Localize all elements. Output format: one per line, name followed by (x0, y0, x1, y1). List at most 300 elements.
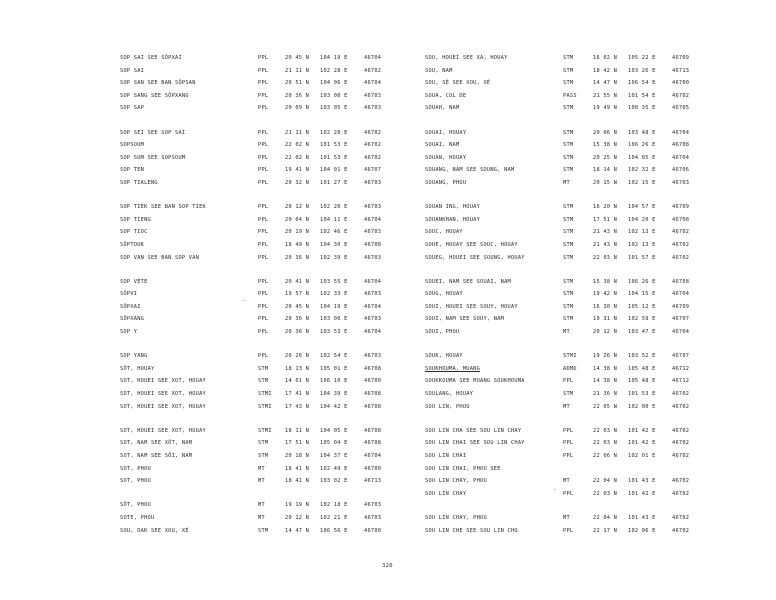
gazetteer-entry (425, 401, 715, 414)
longitude: 102 20 E (320, 204, 348, 211)
longitude: 101 54 E (628, 92, 656, 99)
gazetteer-entry (425, 90, 715, 103)
gazetteer-entry (120, 201, 420, 214)
feature-type: PPL (258, 105, 269, 112)
map-sheet-code: 46708 (364, 391, 382, 398)
longitude: 101 27 E (320, 179, 348, 186)
gazetteer-entry (425, 350, 715, 363)
longitude: 102 13 E (628, 241, 656, 248)
longitude: 103 05 E (320, 105, 348, 112)
longitude: 101 53 E (628, 391, 656, 398)
latitude: 20 06 N (593, 129, 618, 136)
place-name: SOP VÈTE (120, 278, 148, 285)
map-sheet-code: 46702 (672, 229, 690, 236)
place-name: SOT, NAM SEE SÔI, NAM (120, 453, 193, 459)
gazetteer-entry (120, 139, 420, 152)
place-name: SOP YANG (120, 353, 148, 360)
latitude: 19 19 N (285, 502, 310, 509)
place-name: SOU LIN CHAY (425, 490, 467, 497)
feature-type: STM (563, 67, 574, 74)
longitude: 101 53 E (320, 142, 348, 149)
feature-type: STM (563, 278, 574, 285)
feature-type: PPL (563, 527, 574, 534)
feature-type: STM (563, 80, 574, 87)
place-name: SOP SAI (120, 67, 145, 74)
latitude: 19 57 N (285, 291, 310, 298)
feature-type: PPL (258, 167, 269, 174)
latitude: 19 31 N (593, 316, 618, 323)
gazetteer-entry (120, 102, 420, 115)
map-sheet-code: 46703 (364, 353, 382, 360)
latitude: 20 45 N (285, 55, 310, 61)
gazetteer-entry (120, 512, 420, 525)
map-sheet-code: 46709 (672, 303, 690, 310)
feature-type: PPL (258, 55, 269, 61)
gazetteer-entry (120, 214, 420, 227)
map-sheet-code: 46713 (364, 478, 382, 485)
feature-type: MT (563, 403, 570, 410)
feature-type: PPL (563, 440, 574, 447)
place-name: SOUI, HOUEI SEE SOUY, HOUAY (425, 303, 518, 310)
feature-type: STM (563, 291, 574, 298)
feature-type: PPL (258, 241, 269, 248)
feature-type: PPL (258, 80, 269, 87)
map-sheet-code: 46702 (672, 527, 690, 534)
place-name: SOP TIEK SEE BAN SOP TIEK (120, 204, 206, 211)
map-sheet-code: 46708 (672, 216, 690, 223)
longitude: 102 39 E (320, 254, 348, 261)
left-column (120, 52, 420, 537)
gazetteer-entry (425, 77, 715, 90)
longitude: 102 59 E (628, 316, 656, 323)
feature-type: PPL (258, 129, 269, 136)
latitude: 20 25 N (593, 154, 618, 161)
feature-type: STM (258, 365, 269, 372)
latitude: 20 04 N (285, 216, 310, 223)
gazetteer-entry (425, 226, 715, 239)
longitude: 105 01 E (320, 365, 348, 372)
longitude: 104 06 E (320, 80, 348, 87)
place-name: SOULANG, HOUAY (425, 391, 474, 398)
longitude: 105 22 E (628, 55, 656, 61)
place-name: SOP SANG SEE SÔPXANG (120, 92, 189, 99)
latitude: 18 13 N (285, 365, 310, 372)
longitude: 103 00 E (320, 316, 348, 323)
place-name: SOU LIN CHAI (425, 453, 467, 459)
longitude: 106 54 E (628, 80, 656, 87)
feature-type: PPL (258, 316, 269, 323)
feature-type: STM (563, 316, 574, 323)
gazetteer-entry (425, 102, 715, 115)
place-name: SOP TIOC (120, 229, 148, 236)
map-sheet-code: 46700 (364, 465, 382, 472)
latitude: 16 02 N (593, 55, 618, 61)
feature-type: PPL (258, 179, 269, 186)
longitude: 104 11 E (320, 216, 348, 223)
longitude: 102 46 E (320, 229, 348, 236)
place-name: SÔT, PHOU (120, 502, 151, 509)
latitude: 22 06 N (593, 453, 618, 459)
longitude: 103 00 E (320, 92, 348, 99)
latitude: 20 26 N (285, 353, 310, 360)
map-sheet-code: 46704 (672, 291, 690, 298)
longitude: 105 48 E (628, 365, 656, 372)
gazetteer-entry (120, 525, 420, 538)
longitude: 101 53 E (320, 154, 348, 161)
feature-type: PPL (258, 154, 269, 161)
place-name: SOUI, NAM SEE SOUY, NAM (425, 316, 505, 323)
gazetteer-entry (425, 450, 715, 463)
longitude: 104 57 E (628, 204, 656, 211)
latitude: 22 04 N (593, 478, 618, 485)
gazetteer-entry (120, 350, 420, 363)
map-sheet-code: 46704 (672, 154, 690, 161)
gazetteer-entry (425, 512, 715, 525)
gazetteer-entry (425, 363, 715, 376)
longitude: 104 19 E (320, 303, 348, 310)
map-sheet-code: 46702 (672, 254, 690, 261)
longitude: 104 19 E (320, 55, 348, 61)
place-name: SOP TIENG (120, 216, 151, 223)
feature-type: PPL (258, 229, 269, 236)
gazetteer-entry (120, 164, 420, 177)
longitude: 102 33 E (320, 291, 348, 298)
place-name: SOT, PHOU (120, 478, 151, 485)
place-name: SÔPVI (120, 291, 138, 298)
longitude: 102 28 E (320, 67, 348, 74)
feature-type: PPL (258, 216, 269, 223)
feature-type: PPL (563, 453, 574, 459)
map-sheet-code: 46708 (364, 403, 382, 410)
latitude: 19 26 N (593, 353, 618, 360)
map-sheet-code: 46707 (364, 167, 382, 174)
feature-type: PPL (258, 254, 269, 261)
feature-type: ADMD (563, 365, 577, 372)
gazetteer-entry (120, 288, 420, 301)
gazetteer-entry (425, 276, 715, 289)
map-sheet-code: 46702 (672, 241, 690, 248)
feature-type: PPL (563, 427, 574, 434)
longitude: 101 42 E (628, 427, 656, 434)
latitude: 21 36 N (593, 391, 618, 398)
map-sheet-code: 46704 (364, 278, 382, 285)
map-sheet-code: 46702 (672, 391, 690, 398)
place-name: SOUAH, NAM (425, 105, 460, 112)
latitude: 14 47 N (285, 527, 310, 534)
place-name: SOPSOUM (120, 142, 145, 149)
latitude: 18 41 N (285, 478, 310, 485)
feature-type: PPL (258, 92, 269, 99)
feature-type: STM (258, 527, 269, 534)
gazetteer-entry (425, 301, 715, 314)
map-sheet-code: 46703 (364, 316, 382, 323)
place-name: SOUANG, PHOU (425, 179, 467, 186)
place-name: SOUAN ING, HOUAY (425, 204, 481, 211)
longitude: 101 57 E (628, 254, 656, 261)
gazetteer-entry (425, 177, 715, 190)
gazetteer-entry (120, 301, 420, 314)
feature-type: PPL (258, 303, 269, 310)
place-name: SOUAN, HOUAY (425, 154, 467, 161)
map-sheet-code: 46704 (364, 329, 382, 336)
longitude: 102 00 E (628, 403, 656, 410)
gazetteer-entry (120, 226, 420, 239)
longitude: 103 53 E (320, 329, 348, 336)
feature-type: STM (563, 216, 574, 223)
longitude: 102 18 E (320, 502, 348, 509)
latitude: 18 14 N (593, 167, 618, 174)
map-sheet-code: 46703 (364, 291, 382, 298)
map-sheet-code: 46702 (364, 129, 382, 136)
gazetteer-entry (425, 65, 715, 78)
gazetteer-entry (120, 313, 420, 326)
gazetteer-entry (120, 463, 420, 476)
feature-type: STM (563, 391, 574, 398)
map-sheet-code: 46708 (672, 142, 690, 149)
feature-type: MT (563, 329, 570, 336)
latitude: 14 38 N (593, 365, 618, 372)
feature-type: STM (563, 204, 574, 211)
gazetteer-entry (425, 239, 715, 252)
longitude: 102 49 E (320, 465, 348, 472)
latitude: 19 49 N (593, 105, 618, 112)
map-sheet-code: 46707 (672, 353, 690, 360)
feature-type: MT (258, 465, 265, 472)
place-name: SOU, DAK SEE XOU, XÉ (120, 527, 189, 534)
feature-type: MT (563, 179, 570, 186)
place-name: SOUA, COL DE (425, 92, 467, 99)
feature-type: PPL (258, 142, 269, 149)
place-name: SOP SUM SEE SOPSOUM (120, 154, 186, 161)
latitude: 19 41 N (285, 167, 310, 174)
gazetteer-entry (425, 326, 715, 339)
latitude: 22 05 N (593, 403, 618, 410)
gazetteer-entry (425, 388, 715, 401)
feature-type: STMI (258, 427, 272, 434)
map-sheet-code: 46703 (364, 92, 382, 99)
feature-type: STMI (258, 391, 272, 398)
place-name: SOU LIN CHAY, PHOU (425, 514, 487, 521)
gazetteer-entry (425, 214, 715, 227)
map-sheet-code: 46703 (364, 514, 382, 521)
place-name: SOUANKHAN, HOUAY (425, 216, 481, 223)
longitude: 104 05 E (628, 154, 656, 161)
gazetteer-entry (120, 52, 420, 65)
map-sheet-code: 46705 (672, 105, 690, 112)
feature-type: STMI (563, 353, 577, 360)
latitude: 14 01 N (285, 378, 310, 385)
gazetteer-entry (120, 152, 420, 165)
latitude: 21 11 N (285, 67, 310, 74)
gazetteer-entry (120, 77, 420, 90)
longitude: 102 01 E (628, 453, 656, 459)
latitude: 17 43 N (285, 403, 310, 410)
gazetteer-entry (120, 425, 420, 438)
map-sheet-code: 46702 (672, 403, 690, 410)
latitude: 22 02 N (285, 154, 310, 161)
place-name: SOU LIN CHAY, PHOU (425, 478, 487, 485)
latitude: 22 03 N (593, 440, 618, 447)
gazetteer-entry (120, 375, 420, 388)
place-name: SOT, HOUEI SEE XOT, HOUAY (120, 378, 206, 385)
latitude: 20 12 N (285, 204, 310, 211)
map-sheet-code: 46703 (364, 254, 382, 261)
latitude: 20 19 N (285, 229, 310, 236)
gazetteer-entry (425, 152, 715, 165)
right-column (425, 52, 715, 537)
place-name: SÔT, HOUAY (120, 365, 155, 372)
gazetteer-entry (120, 239, 420, 252)
feature-type: PPL (563, 378, 574, 385)
latitude: 22 04 N (593, 514, 618, 521)
place-name: SOT, HOUEI SEE XOT, HOUAY (120, 391, 206, 398)
latitude: 22 03 N (593, 490, 618, 497)
longitude: 102 06 E (628, 527, 656, 534)
latitude: 14 47 N (593, 80, 618, 87)
feature-type: PPL (258, 291, 269, 298)
place-name: SOUANG, NAM SEE SOUNG, NAM (425, 167, 515, 174)
map-sheet-code: 46702 (672, 490, 690, 497)
map-sheet-code: 46702 (364, 67, 382, 74)
latitude: 18 49 N (285, 241, 310, 248)
map-sheet-code: 46704 (364, 55, 382, 61)
longitude: 104 37 E (320, 453, 348, 459)
map-sheet-code: 46709 (672, 55, 690, 61)
latitude: 19 42 N (593, 291, 618, 298)
map-sheet-code: 46702 (364, 142, 382, 149)
longitude: 104 30 E (320, 241, 348, 248)
feature-type: STMI (258, 403, 272, 410)
map-sheet-code: 46703 (364, 179, 382, 186)
gazetteer-entry (120, 401, 420, 414)
feature-type: MT (258, 502, 265, 509)
place-name: SOP SAI SEE SÔPXAI (120, 55, 182, 61)
longitude: 104 39 E (320, 391, 348, 398)
feature-type: STM (563, 303, 574, 310)
gazetteer-entry (120, 177, 420, 190)
scan-speck (244, 300, 245, 301)
latitude: 20 51 N (285, 80, 310, 87)
longitude: 102 32 E (628, 167, 656, 174)
map-sheet-code: 46713 (672, 67, 690, 74)
place-name: SOUAI, NAM (425, 142, 460, 149)
longitude: 105 12 E (628, 303, 656, 310)
map-sheet-code: 46708 (364, 427, 382, 434)
feature-type: STM (563, 142, 574, 149)
gazetteer-entry (425, 488, 715, 501)
latitude: 15 38 N (593, 142, 618, 149)
gazetteer-entry (425, 52, 715, 65)
gazetteer-entry (120, 475, 420, 488)
latitude: 18 11 N (285, 427, 310, 434)
longitude: 106 26 E (628, 278, 656, 285)
feature-type: STM (563, 55, 574, 61)
latitude: 22 03 N (593, 254, 618, 261)
map-sheet-code: 46712 (672, 378, 690, 385)
longitude: 104 20 E (628, 216, 656, 223)
feature-type: STM (563, 129, 574, 136)
longitude: 103 47 E (628, 329, 656, 336)
longitude: 104 42 E (320, 403, 348, 410)
place-name: SOUG, HOUAY (425, 291, 463, 298)
feature-type: STM (258, 378, 269, 385)
gazetteer-entry (120, 437, 420, 450)
gazetteer-entry (425, 252, 715, 265)
map-sheet-code: 46708 (364, 365, 382, 372)
place-name: SOP TEN (120, 167, 145, 174)
longitude: 106 56 E (320, 527, 348, 534)
gazetteer-entry (425, 425, 715, 438)
gazetteer-entry (425, 475, 715, 488)
longitude: 103 52 E (628, 353, 656, 360)
gazetteer-entry (120, 450, 420, 463)
map-sheet-code: 46703 (672, 179, 690, 186)
latitude: 20 36 N (285, 254, 310, 261)
longitude: 102 54 E (320, 353, 348, 360)
place-name: SOU, NAM (425, 67, 453, 74)
place-name: SOT, PHOU (120, 465, 151, 472)
place-name: SOT, HOUEI SEE XOT, HOUAY (120, 403, 206, 410)
gazetteer-entry (120, 363, 420, 376)
place-name: SOP Y (120, 329, 138, 336)
place-name: SOU LIN CHE SEE SOU LIN CHO (425, 527, 518, 534)
latitude: 20 36 N (285, 329, 310, 336)
gazetteer-entry (425, 164, 715, 177)
longitude: 103 02 E (320, 478, 348, 485)
place-name: SOP SAP (120, 105, 145, 112)
map-sheet-code: 46702 (672, 478, 690, 485)
latitude: 18 41 N (285, 465, 310, 472)
place-name: SOUEI, NAM SEE SOUAI, NAM (425, 278, 511, 285)
latitude: 21 43 N (593, 241, 618, 248)
map-sheet-code: 46708 (364, 440, 382, 447)
gazetteer-entry (120, 326, 420, 339)
place-name: SOU, SÉ SEE XOU, XÉ (425, 80, 491, 87)
gazetteer-entry (425, 127, 715, 140)
latitude: 21 55 N (593, 92, 618, 99)
map-sheet-code: 46709 (672, 204, 690, 211)
place-name: SOUKHOUMA, MUANG (425, 365, 481, 372)
longitude: 103 55 E (320, 278, 348, 285)
map-sheet-code: 46700 (364, 378, 382, 385)
longitude: 106 10 E (320, 378, 348, 385)
gazetteer-entry (425, 437, 715, 450)
gazetteer-entry (120, 90, 420, 103)
gazetteer-entry (425, 463, 715, 476)
place-name: SOU LIN CHAI SEE SOU LIN CHAY (425, 440, 525, 447)
latitude: 20 09 N (285, 105, 310, 112)
map-sheet-code: 46702 (672, 427, 690, 434)
latitude: 22 17 N (593, 527, 618, 534)
map-sheet-code: 46707 (672, 316, 690, 323)
feature-type: PPL (258, 204, 269, 211)
place-name: SOP VAN SEE BAN SOP VAN (120, 254, 200, 261)
latitude: 22 02 N (285, 142, 310, 149)
gazetteer-entry (120, 276, 420, 289)
longitude: 102 21 E (320, 514, 348, 521)
latitude: 20 41 N (285, 278, 310, 285)
latitude: 20 36 N (285, 316, 310, 323)
feature-type: STM (563, 241, 574, 248)
place-name: SOP SEI SEE SOP SAI (120, 129, 186, 136)
map-sheet-code: 46702 (672, 92, 690, 99)
latitude: 20 18 N (285, 453, 310, 459)
gazetteer-entry (120, 127, 420, 140)
map-sheet-code: 46703 (364, 502, 382, 509)
longitude: 106 26 E (628, 142, 656, 149)
place-name: SOU LIN CHA SEE SOU LIN CHAY (425, 427, 522, 434)
place-name: SOU LIN CHAI, PHOU SEE (425, 465, 501, 472)
